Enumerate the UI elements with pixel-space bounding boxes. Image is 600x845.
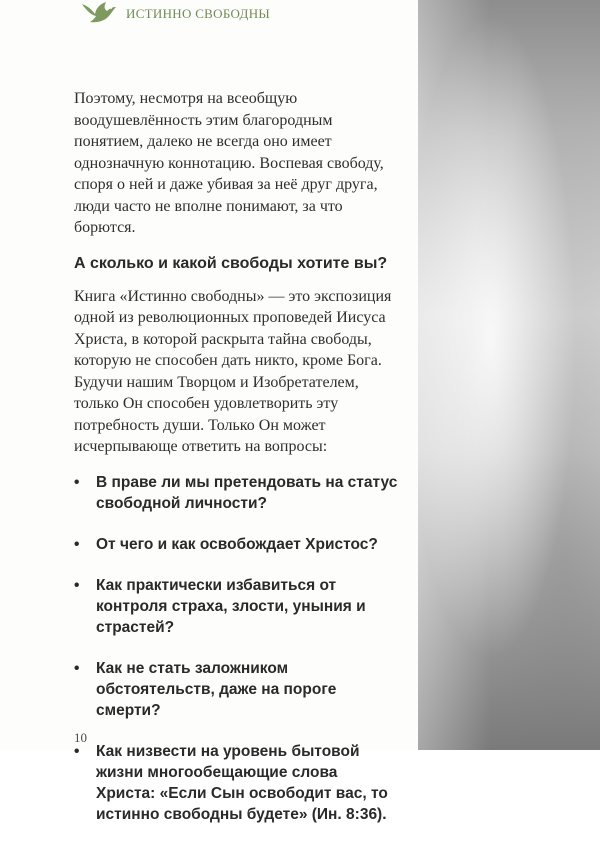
- questions-list: [74, 472, 399, 825]
- paragraph-1: Поэтому, несмотря на всеобщую воодушевлённость этим благородным понятием, далеко не всегда оно имеет однозначную коннотацию. Воспевая свободу, споря о ней и даже убивая за неё друг друга, люди часто не вполне понимают, за что борются.: [74, 90, 384, 236]
- list-item: [74, 658, 399, 721]
- photo-haze: [418, 0, 600, 750]
- page-number: 10: [74, 730, 87, 745]
- list-item-text: От чего и как освобождает Христос?: [96, 535, 378, 553]
- list-item-text: В праве ли мы претендовать на статус свободной личности?: [96, 473, 398, 512]
- bullet: •: [74, 535, 80, 553]
- running-title: ИСТИННО СВОБОДНЫ: [126, 6, 271, 21]
- paragraph-2: Книга «Истинно свободны» — это экспозиция одной из революционных проповедей Иисуса Христа, в которой раскрыта тайна свободы, которую не способен дать никто, кроме Бога. Будучи нашим Творцом и Изобретателем, только Он способен удовлетворить эту потребность души. Только Он может исчерпывающе ответить на вопросы:: [74, 287, 392, 455]
- list-item-text: Как практически избавиться от контроля страха, злости, уныния и страстей?: [96, 576, 366, 636]
- text-body: [74, 88, 399, 845]
- bullet: •: [74, 742, 80, 760]
- bullet: •: [74, 659, 80, 677]
- bird-icon: [80, 0, 118, 26]
- bullet: •: [74, 576, 80, 594]
- list-item-text: Как не стать заложником обстоятельств, даже на пороге смерти?: [96, 659, 337, 719]
- list-item: [74, 472, 399, 514]
- list-item: [74, 575, 399, 638]
- list-item-text: Как низвести на уровень бытовой жизни многообещающие слова Христа: «Если Сын освободит вас, то истинно свободны будете» (Ин. 8:36).: [96, 742, 388, 823]
- bullet: •: [74, 473, 80, 491]
- page-header: [80, 0, 410, 26]
- list-item: [74, 741, 399, 825]
- list-item: [74, 534, 399, 555]
- question-heading: А сколько и какой свободы хотите вы?: [74, 254, 388, 272]
- cover-photo-edge: [418, 0, 600, 750]
